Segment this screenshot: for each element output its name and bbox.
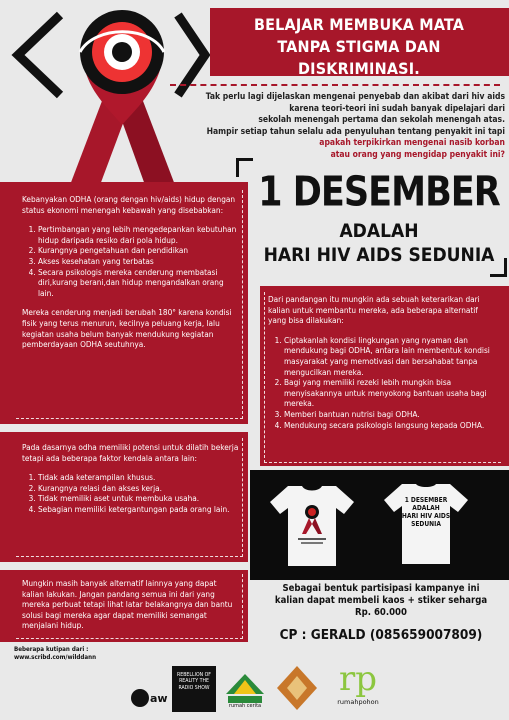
headline-adalah: ADALAH: [339, 220, 419, 242]
rebellion-text: REBELLION OF REALITY THE RADIO SHOW: [177, 672, 211, 691]
tshirt-front-image: [268, 482, 356, 568]
alternatives-item: 2. Bagi yang memiliki rezeki lebih mungkin bisa menyisakannya untuk menyokong bantuan usaha bagi mereka.: [284, 377, 498, 409]
intro-line: Hampir setiap tahun selalu ada penyuluhan tentang penyakit ini tapi: [206, 126, 505, 137]
source-credit: [14, 646, 96, 662]
rumahpohon-mark: rp: [338, 659, 378, 699]
economic-item: 3. Akses kesehatan yang terbatas: [38, 256, 240, 267]
source-url[interactable]: www.scribd.com/wilddann: [14, 654, 97, 661]
iaw-logo-icon: [128, 672, 168, 712]
tshirt-back-text: [392, 496, 460, 528]
svg-text:aw: aw: [150, 692, 168, 705]
obstacles-item: 4. Sebagian memiliki ketergantungan pada orang lain.: [38, 504, 240, 515]
obstacles-intro: Pada dasarnya odha memiliki potensi untuk dilatih bekerja tetapi ada beberapa faktor kendala antara lain:: [22, 442, 239, 463]
intro-paragraph: [180, 92, 505, 161]
sponsor-logo-4: [275, 664, 319, 712]
rumah-cerita-text: rumah cerita: [228, 703, 262, 709]
intro-highlight-line: atau orang yang mengidap penyakit ini?: [330, 149, 505, 160]
info-box-obstacles-content: [22, 442, 240, 524]
tshirt-text-line: HARI HIV AIDS: [401, 512, 451, 520]
obstacles-item: 1. Tidak ada keterampilan khusus.: [38, 472, 240, 483]
headline-date: 1 DESEMBER: [258, 168, 500, 217]
economic-item: 4. Secara psikologis mereka cenderung membatasi diri,kurang berani,dan hidup mengandalkan orang lain.: [38, 267, 240, 299]
economic-item: 2. Kurangnya pengetahuan dan pendidikan: [38, 245, 240, 256]
economic-intro: Kebanyakan ODHA (orang dengan hiv/aids) hidup dengan status ekonomi menengah kebawah yang disebabkan:: [22, 194, 236, 215]
alternatives-item: 3. Memberi bantuan nutrisi bagi ODHA.: [284, 409, 498, 420]
alternatives-intro: Dari pandangan itu mungkin ada sebuah keterarikan dari kalian untuk membantu mereka, ada beberapa alternatif yang bisa dilakukan:: [268, 294, 480, 326]
promo-line: kalian dapat membeli kaos + stiker seharga: [274, 595, 488, 606]
sponsor-logo-iaw: [128, 672, 168, 712]
info-box-economic-content: [22, 194, 240, 359]
tshirt-text-line: ADALAH: [412, 504, 440, 512]
info-box-alternatives-content: [268, 294, 498, 439]
obstacles-item: 3. Tidak memiliki aset untuk membuka usaha.: [38, 493, 240, 504]
promo-price: Rp. 60.000: [355, 607, 407, 618]
intro-line: karena teori-teori ini sudah banyak dipelajari dari: [289, 103, 505, 114]
header-divider: [170, 84, 500, 86]
alternatives-item: 4. Mendukung secara psikologis langsung kepada ODHA.: [284, 420, 498, 431]
page-title: [214, 14, 504, 80]
sponsor-4-icon: [275, 664, 319, 712]
source-label: Beberapa kutipan dari :: [14, 646, 89, 653]
economic-item: 1. Pertimbangan yang lebih mengedepankan kebutuhan hidup daripada resiko dari pola hidup.: [38, 224, 240, 245]
intro-line: Tak perlu lagi dijelaskan mengenai penyebab dan akibat dari hiv aids: [205, 92, 505, 102]
page-title-line1: BELAJAR MEMBUKA MATA: [253, 15, 465, 34]
obstacles-item: 2. Kurangnya relasi dan akses kerja.: [38, 483, 240, 494]
sponsor-logo-rumah-cerita: [222, 668, 268, 712]
contact-person: CP : GERALD (085659007809): [279, 627, 483, 643]
tshirt-text-line: 1 DESEMBER: [404, 496, 448, 504]
alternatives-item: 1. Ciptakanlah kondisi lingkungan yang nyaman dan mendukung bagi ODHA, antara lain membentuk kondisi masyarakat yang memotivasi dan bersahabat tanpa mengucilkan mereka.: [284, 335, 498, 377]
info-box-closing-content: [22, 578, 240, 640]
sponsor-logo-rumahpohon: [328, 660, 388, 716]
page-title-line2: TANPA STIGMA DAN DISKRIMINASI.: [277, 37, 441, 78]
closing-text: Mungkin masih banyak alternatif lainnya yang dapat kalian lakukan. Jangan pandang semua ini dari yang mereka perbuat tetapi lihat latar belakangnya dan bantu solusi bagi mereka agar dapat memiliki semangat menjalani hidup.: [22, 578, 233, 631]
economic-closing: Mereka cenderung menjadi berubah 180° karena kondisi fisik yang terus menurun, kecilnya peluang kerja, lalu kegiatan usaha belum banyak mendukung kegiatan pemberdayaan ODHA seutuhnya.: [22, 307, 232, 350]
sponsor-logo-rebellion: [172, 666, 216, 712]
promo-line: Sebagai bentuk partisipasi kampanye ini: [282, 583, 480, 594]
rumahpohon-text: rumahpohon: [337, 698, 379, 706]
intro-line: sekolah menengah pertama dan sekolah menengah atas.: [258, 115, 505, 125]
intro-highlight-line: apakah terpikirkan mengenai nasib korban: [319, 138, 505, 148]
tshirt-text-line: SEDUNIA: [411, 520, 441, 528]
promo-text: [258, 583, 504, 619]
headline-event: HARI HIV AIDS SEDUNIA: [263, 244, 495, 266]
